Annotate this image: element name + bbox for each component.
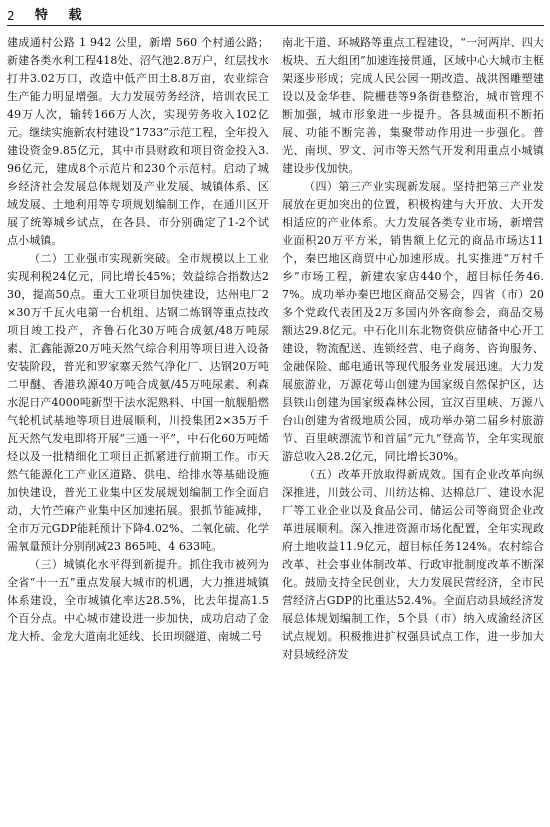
left-paragraph-1: 建成通村公路 1 942 公里，新增 560 个村通公路；新建各类水利工程418处、沼气池2.8万户，红层找水打井3.02万口，改造中低产田土8.8万亩，农业综合生产能力明显增强。大力发展劳务经济，培训农民工49万人次，输转166万人次，实现劳务收入102亿元。继续实施新农村建设“1733”示范工程，全年投入建设资金9.85亿元，其中市县财政和项目资金投入3.96亿元，建成8个示范片和230个示范村。启动了城乡经济社会发展总体规划及产业发展、城镇体系、区域发展、土地利用等专项规划编制工作，在通川区开展了统筹城乡试点，在各县、市分别确定了1-2个试点小城镇。 [7, 36, 269, 247]
page-number: 2 [7, 9, 15, 23]
right-paragraph-1: 南北干道、环城路等重点工程建设，“一河两岸、四大板块、五大组团”加速连接贯通，区域中心大城市主框架逐步形成；完成人民公园一期改造、战洪图雕塑建设以及金华巷、院栅巷等9条街巷整治，城市管理不断加强，城市形象进一步提升。各县城面积不断拓展、功能不断完善，集聚带动作用进一步强化。普光、南坝、罗文、河市等天然气开发利用重点小城镇建设步伐加快。 [282, 36, 544, 175]
left-paragraph-3: （三）城镇化水平得到新提升。抓住我市被列为全省“十一五”重点发展大城市的机遇，大力推进城镇体系建设，全市城镇化率达28.5%，比去年提高1.5个百分点。中心城市建设进一步加快，成功启动了金龙大桥、金龙大道南北延线、长田坝隧道、南城二号 [7, 558, 269, 643]
left-paragraph-2: （二）工业强市实现新突破。全市规模以上工业实现利税24亿元，同比增长45%；效益综合指数达230，提高50点。重大工业项目加快建设，达州电厂2×30万千瓦火电第一台机组、达钢二炼钢等重点技改项目竣工投产，齐鲁石化30万吨合成氨/48万吨尿素、汇鑫能源20万吨天然气综合利用等项目进入设备安装阶段，普光和罗家寨天然气净化厂、达钢20万吨二甲醚、香港玖源40万吨合成氨/45万吨尿素、利森水泥日产4000吨新型干法水泥熟料、中国一航舰船燃气轮机试基地等项目进展顺利，川投集团2×35万千瓦天然气发电即将开展“三通一平”，中石化60万吨烯烃以及一批精细化工项目正抓紧进行前期工作。市天然气能源化工产业区道路、供电、给排水等基础设施加快建设，普光工业集中区发展规划编制工作全面启动，大竹苎麻产业集中区加速拓展。狠抓节能减排，全市万元GDP能耗预计下降4.02%、二氧化硫、化学需氧量预计分别削减23 865吨、4 633吨。 [7, 252, 269, 553]
section-tag: 特 载 [35, 8, 90, 23]
two-column-body [7, 34, 544, 827]
running-header [7, 0, 544, 26]
right-paragraph-2: （四）第三产业实现新发展。坚持把第三产业发展放在更加突出的位置，积极构建与大开放、大开发相适应的产业体系。大力发展各类专业市场，新增营业面积20万平方米，销售额上亿元的商品市场达11个，秦巴地区商贸中心加速形成。扎实推进“万村千乡”市场工程，新建农家店440个，超目标任务46.7%。成功举办秦巴地区商品交易会，四省（市）20多个党政代表团及2万多国内外客商参会，商品交易额达29.8亿元。中石化川东北物资供应储备中心开工建设，物流配送、连锁经营、电子商务、咨询服务、金融保险、邮电通讯等现代服务业发展迅速。大力发展旅游业，万源花萼山创建为国家级自然保护区，达县铁山创建为国家级森林公园，宣汉百里峡、万源八台山创建为省级地质公园，成功举办第二届乡村旅游节、百里峡漂流节和首届“元九”登高节，全年实现旅游总收入28.2亿元，同比增长30%。 [282, 180, 544, 463]
left-column [7, 34, 269, 827]
right-paragraph-3: （五）改革开放取得新成效。国有企业改革向纵深推进，川鼓公司、川纺达棉、达棉总厂、建设水泥厂等工业企业以及食品公司、储运公司等商贸企业改革进展顺利。深入推进资源市场化配置，全年实现政府土地收益11.9亿元，超目标任务124%。农村综合改革、社会事业体制改革、行政审批制度改革不断深化。鼓励支持全民创业，大力发展民营经济，全市民营经济占GDP的比重达52.4%。全面启动县域经济发展总体规划编制工作，5个县（市）纳入成渝经济区试点规划。积极推进扩权强县试点工作，进一步加大对县域经济发 [282, 468, 544, 661]
right-column [282, 34, 544, 827]
